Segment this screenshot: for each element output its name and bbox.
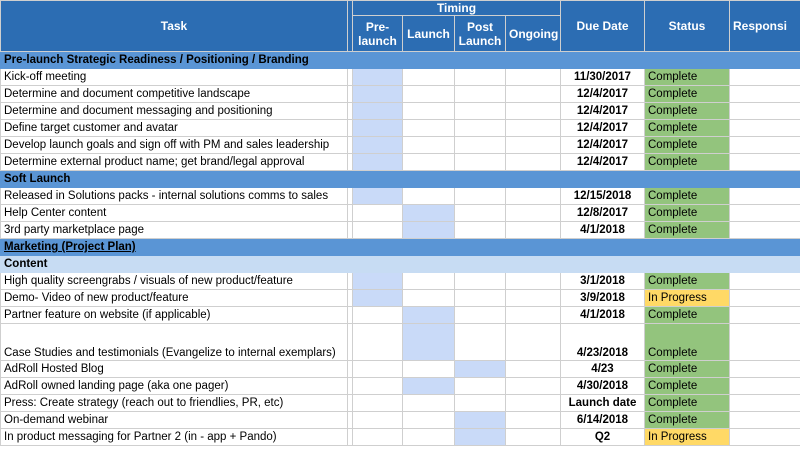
subsection-label[interactable]: Content (1, 256, 348, 273)
status-cell[interactable]: Complete (645, 120, 730, 137)
due-date-cell[interactable]: 12/4/2017 (561, 86, 645, 103)
ongoing-cell[interactable] (506, 222, 561, 239)
task-cell[interactable]: Demo- Video of new product/feature (1, 290, 348, 307)
due-date-cell[interactable]: 12/4/2017 (561, 103, 645, 120)
launch-cell[interactable] (403, 324, 455, 361)
responsible-cell[interactable] (730, 429, 800, 446)
postlaunch-cell[interactable] (455, 273, 506, 290)
prelaunch-cell[interactable] (353, 154, 403, 171)
header-ongoing: Ongoing (506, 16, 561, 52)
task-cell[interactable]: Determine and document messaging and positioning (1, 103, 348, 120)
subsection-cell[interactable] (730, 256, 800, 273)
table-row (1, 429, 800, 446)
prelaunch-cell[interactable] (353, 290, 403, 307)
prelaunch-cell[interactable] (353, 395, 403, 412)
status-cell[interactable]: Complete (645, 273, 730, 290)
prelaunch-cell[interactable] (353, 120, 403, 137)
task-cell[interactable]: Determine external product name; get brand/legal approval (1, 154, 348, 171)
table-row (1, 378, 800, 395)
table-header (1, 1, 800, 52)
responsible-cell[interactable] (730, 69, 800, 86)
launch-cell[interactable] (403, 188, 455, 205)
section-cell[interactable] (353, 171, 403, 188)
ongoing-cell[interactable] (506, 154, 561, 171)
section-cell[interactable] (645, 239, 730, 256)
task-cell[interactable]: Released in Solutions packs - internal solutions comms to sales (1, 188, 348, 205)
launch-cell[interactable] (403, 429, 455, 446)
due-date-cell[interactable]: 12/4/2017 (561, 137, 645, 154)
table-row (1, 120, 800, 137)
launch-cell[interactable] (403, 69, 455, 86)
subsection-cell[interactable] (506, 256, 561, 273)
prelaunch-cell[interactable] (353, 222, 403, 239)
prelaunch-cell[interactable] (353, 361, 403, 378)
status-cell[interactable]: Complete (645, 154, 730, 171)
prelaunch-cell[interactable] (353, 378, 403, 395)
section-cell[interactable] (561, 52, 645, 69)
status-cell[interactable]: Complete (645, 103, 730, 120)
postlaunch-cell[interactable] (455, 290, 506, 307)
header-task: Task (1, 1, 348, 52)
status-cell[interactable]: Complete (645, 395, 730, 412)
subsection-cell[interactable] (403, 256, 455, 273)
due-date-cell[interactable]: 12/15/2018 (561, 188, 645, 205)
postlaunch-cell[interactable] (455, 222, 506, 239)
table-row (1, 324, 800, 361)
header-prelaunch: Pre- launch (353, 16, 403, 52)
due-date-cell[interactable]: 4/30/2018 (561, 378, 645, 395)
responsible-cell[interactable] (730, 378, 800, 395)
table-row (1, 412, 800, 429)
task-cell[interactable]: On-demand webinar (1, 412, 348, 429)
table-row (1, 137, 800, 154)
table-row (1, 86, 800, 103)
launch-cell[interactable] (403, 273, 455, 290)
due-date-cell[interactable]: 12/4/2017 (561, 120, 645, 137)
ongoing-cell[interactable] (506, 307, 561, 324)
launch-cell[interactable] (403, 120, 455, 137)
prelaunch-cell[interactable] (353, 429, 403, 446)
subsection-cell[interactable] (455, 256, 506, 273)
header-due-date: Due Date (561, 1, 645, 52)
postlaunch-cell[interactable] (455, 412, 506, 429)
launch-cell[interactable] (403, 307, 455, 324)
status-cell[interactable]: In Progress (645, 290, 730, 307)
prelaunch-cell[interactable] (353, 273, 403, 290)
status-cell[interactable]: In Progress (645, 429, 730, 446)
due-date-cell[interactable]: 3/1/2018 (561, 273, 645, 290)
launch-cell[interactable] (403, 103, 455, 120)
header-launch: Launch (403, 16, 455, 52)
status-cell[interactable]: Complete (645, 412, 730, 429)
prelaunch-cell[interactable] (353, 188, 403, 205)
responsible-cell[interactable] (730, 273, 800, 290)
task-cell[interactable]: Define target customer and avatar (1, 120, 348, 137)
task-cell[interactable]: Kick-off meeting (1, 69, 348, 86)
postlaunch-cell[interactable] (455, 154, 506, 171)
ongoing-cell[interactable] (506, 324, 561, 361)
section-cell[interactable] (645, 171, 730, 188)
table-row (1, 188, 800, 205)
ongoing-cell[interactable] (506, 120, 561, 137)
launch-cell[interactable] (403, 412, 455, 429)
prelaunch-cell[interactable] (353, 307, 403, 324)
section-cell[interactable] (353, 239, 403, 256)
task-cell[interactable]: In product messaging for Partner 2 (in - app + Pando) (1, 429, 348, 446)
section-cell[interactable] (730, 52, 800, 69)
due-date-cell[interactable]: 4/1/2018 (561, 307, 645, 324)
ongoing-cell[interactable] (506, 188, 561, 205)
status-cell[interactable]: Complete (645, 86, 730, 103)
status-cell[interactable]: Complete (645, 361, 730, 378)
status-cell[interactable]: Complete (645, 324, 730, 361)
table-row (1, 103, 800, 120)
status-cell[interactable]: Complete (645, 69, 730, 86)
responsible-cell[interactable] (730, 395, 800, 412)
due-date-cell[interactable]: 12/4/2017 (561, 154, 645, 171)
launch-cell[interactable] (403, 222, 455, 239)
responsible-cell[interactable] (730, 137, 800, 154)
section-cell[interactable] (455, 239, 506, 256)
ongoing-cell[interactable] (506, 395, 561, 412)
subsection-cell[interactable] (561, 256, 645, 273)
section-label[interactable]: Marketing (Project Plan) (1, 239, 348, 256)
header-status: Status (645, 1, 730, 52)
section-row (1, 239, 800, 256)
table-row (1, 205, 800, 222)
section-cell[interactable] (506, 52, 561, 69)
subsection-cell[interactable] (353, 256, 403, 273)
postlaunch-cell[interactable] (455, 103, 506, 120)
status-cell[interactable]: Complete (645, 222, 730, 239)
postlaunch-cell[interactable] (455, 361, 506, 378)
responsible-cell[interactable] (730, 103, 800, 120)
postlaunch-cell[interactable] (455, 120, 506, 137)
launch-cell[interactable] (403, 154, 455, 171)
section-cell[interactable] (506, 239, 561, 256)
launch-cell[interactable] (403, 361, 455, 378)
section-row (1, 52, 800, 69)
task-cell[interactable]: Case Studies and testimonials (Evangelize to internal exemplars) (1, 324, 348, 361)
responsible-cell[interactable] (730, 290, 800, 307)
ongoing-cell[interactable] (506, 273, 561, 290)
responsible-cell[interactable] (730, 154, 800, 171)
table-row (1, 69, 800, 86)
table-row (1, 154, 800, 171)
due-date-cell[interactable]: 4/23 (561, 361, 645, 378)
postlaunch-cell[interactable] (455, 86, 506, 103)
postlaunch-cell[interactable] (455, 307, 506, 324)
postlaunch-cell[interactable] (455, 137, 506, 154)
due-date-cell[interactable]: 6/14/2018 (561, 412, 645, 429)
due-date-cell[interactable]: Q2 (561, 429, 645, 446)
header-responsible: Responsi (730, 1, 800, 52)
task-cell[interactable]: AdRoll Hosted Blog (1, 361, 348, 378)
header-timing: Timing (353, 1, 561, 16)
table-row (1, 273, 800, 290)
ongoing-cell[interactable] (506, 69, 561, 86)
launch-cell[interactable] (403, 395, 455, 412)
responsible-cell[interactable] (730, 307, 800, 324)
due-date-cell[interactable]: 12/8/2017 (561, 205, 645, 222)
task-cell[interactable]: Develop launch goals and sign off with PM and sales leadership (1, 137, 348, 154)
table-row (1, 395, 800, 412)
prelaunch-cell[interactable] (353, 137, 403, 154)
status-cell[interactable]: Complete (645, 307, 730, 324)
prelaunch-cell[interactable] (353, 412, 403, 429)
postlaunch-cell[interactable] (455, 324, 506, 361)
task-cell[interactable]: Help Center content (1, 205, 348, 222)
ongoing-cell[interactable] (506, 378, 561, 395)
responsible-cell[interactable] (730, 86, 800, 103)
status-cell[interactable]: Complete (645, 137, 730, 154)
prelaunch-cell[interactable] (353, 86, 403, 103)
launch-cell[interactable] (403, 290, 455, 307)
table-row (1, 307, 800, 324)
status-cell[interactable]: Complete (645, 188, 730, 205)
table-body (1, 52, 800, 446)
prelaunch-cell[interactable] (353, 103, 403, 120)
section-cell[interactable] (403, 171, 455, 188)
task-cell[interactable]: Determine and document competitive landscape (1, 86, 348, 103)
ongoing-cell[interactable] (506, 429, 561, 446)
section-cell[interactable] (561, 171, 645, 188)
task-cell[interactable]: AdRoll owned landing page (aka one pager) (1, 378, 348, 395)
section-label[interactable]: Soft Launch (1, 171, 348, 188)
section-cell[interactable] (455, 171, 506, 188)
task-cell[interactable]: Partner feature on website (if applicable) (1, 307, 348, 324)
section-cell[interactable] (353, 52, 403, 69)
section-cell[interactable] (455, 52, 506, 69)
section-row (1, 171, 800, 188)
ongoing-cell[interactable] (506, 290, 561, 307)
table-row (1, 361, 800, 378)
launch-cell[interactable] (403, 378, 455, 395)
section-cell[interactable] (561, 239, 645, 256)
table-row (1, 222, 800, 239)
responsible-cell[interactable] (730, 205, 800, 222)
postlaunch-cell[interactable] (455, 205, 506, 222)
due-date-cell[interactable]: 11/30/2017 (561, 69, 645, 86)
responsible-cell[interactable] (730, 324, 800, 361)
due-date-cell[interactable]: 3/9/2018 (561, 290, 645, 307)
subsection-row (1, 256, 800, 273)
section-cell[interactable] (730, 171, 800, 188)
due-date-cell[interactable]: Launch date (561, 395, 645, 412)
prelaunch-cell[interactable] (353, 205, 403, 222)
responsible-cell[interactable] (730, 188, 800, 205)
responsible-cell[interactable] (730, 361, 800, 378)
due-date-cell[interactable]: 4/1/2018 (561, 222, 645, 239)
launch-cell[interactable] (403, 205, 455, 222)
section-label[interactable]: Pre-launch Strategic Readiness / Positioning / Branding (1, 52, 348, 69)
postlaunch-cell[interactable] (455, 429, 506, 446)
postlaunch-cell[interactable] (455, 69, 506, 86)
ongoing-cell[interactable] (506, 361, 561, 378)
task-cell[interactable]: High quality screengrabs / visuals of new product/feature (1, 273, 348, 290)
section-cell[interactable] (730, 239, 800, 256)
status-cell[interactable]: Complete (645, 378, 730, 395)
launch-cell[interactable] (403, 137, 455, 154)
responsible-cell[interactable] (730, 120, 800, 137)
responsible-cell[interactable] (730, 412, 800, 429)
prelaunch-cell[interactable] (353, 324, 403, 361)
ongoing-cell[interactable] (506, 137, 561, 154)
postlaunch-cell[interactable] (455, 188, 506, 205)
postlaunch-cell[interactable] (455, 395, 506, 412)
ongoing-cell[interactable] (506, 412, 561, 429)
postlaunch-cell[interactable] (455, 378, 506, 395)
task-cell[interactable]: Press: Create strategy (reach out to friendlies, PR, etc) (1, 395, 348, 412)
responsible-cell[interactable] (730, 222, 800, 239)
section-cell[interactable] (403, 52, 455, 69)
prelaunch-cell[interactable] (353, 69, 403, 86)
ongoing-cell[interactable] (506, 103, 561, 120)
launch-cell[interactable] (403, 86, 455, 103)
ongoing-cell[interactable] (506, 86, 561, 103)
section-cell[interactable] (645, 52, 730, 69)
subsection-cell[interactable] (645, 256, 730, 273)
section-cell[interactable] (403, 239, 455, 256)
table-row (1, 290, 800, 307)
due-date-cell[interactable]: 4/23/2018 (561, 324, 645, 361)
ongoing-cell[interactable] (506, 205, 561, 222)
task-cell[interactable]: 3rd party marketplace page (1, 222, 348, 239)
header-postlaunch: Post Launch (455, 16, 506, 52)
section-cell[interactable] (506, 171, 561, 188)
status-cell[interactable]: Complete (645, 205, 730, 222)
